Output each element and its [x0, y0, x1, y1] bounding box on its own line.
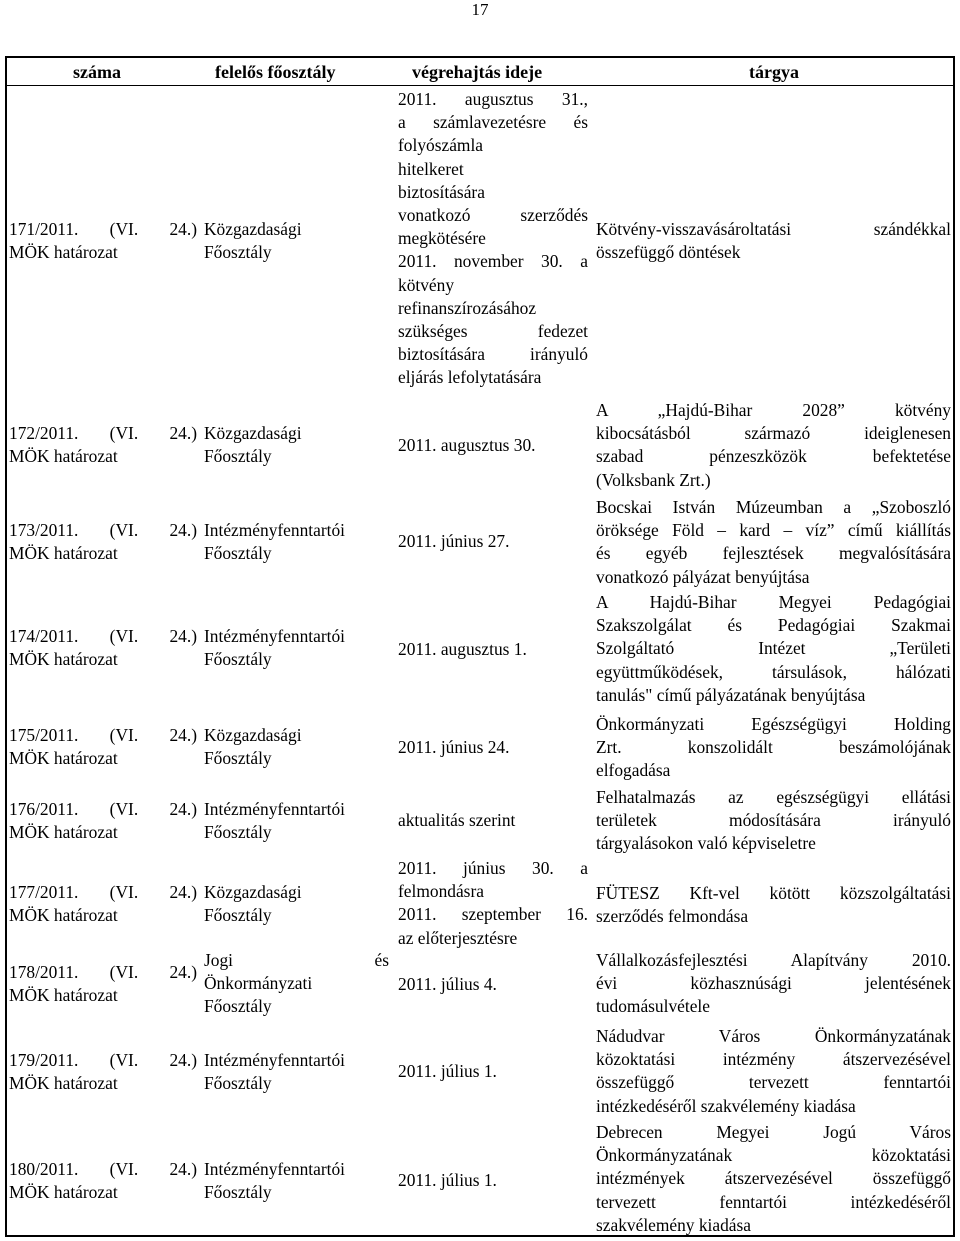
ideje-cell [398, 736, 588, 759]
cell-line: biztosítására irányuló [398, 344, 588, 365]
cell-line: Nádudvar Város Önkormányzatának [596, 1026, 951, 1046]
cell-line: 2011. június 24. [398, 737, 510, 757]
cell-line: Szolgáltató Intézet „Területi [596, 638, 951, 659]
cell-line: Intézményfenntartói [204, 626, 345, 646]
cell-line: 174/2011. (VI. 24.) [9, 626, 197, 646]
cell-line: Vállalkozásfejlesztési Alapítvány 2010. [596, 950, 951, 970]
cell-line: 2011. július 4. [398, 974, 497, 994]
cell-line: 2011. június 27. [398, 531, 510, 551]
ideje-cell [398, 1060, 588, 1083]
cell-line: Debrecen Megyei Jogú Város [596, 1122, 951, 1142]
cell-line: Főosztály [204, 242, 272, 263]
targya-cell [596, 1025, 951, 1118]
cell-line: MÖK határozat [9, 446, 118, 467]
cell-line: Intézményfenntartói [204, 1159, 345, 1179]
cell-line: öröksége Föld – kard – víz” című kiállítás [596, 520, 951, 541]
cell-line: Közgazdasági [204, 882, 302, 902]
cell-line: 177/2011. (VI. 24.) [9, 882, 197, 902]
cell-line: 2011. augusztus 30. [398, 435, 536, 455]
cell-line: Főosztály [204, 1073, 272, 1094]
cell-line: MÖK határozat [9, 748, 118, 769]
felelos-cell [204, 724, 389, 770]
cell-line: szakvélemény kiadása [596, 1214, 751, 1235]
cell-line: intézmények átszervezésével összefüggő [596, 1168, 951, 1189]
felelos-cell [204, 519, 389, 565]
cell-line: Főosztály [204, 649, 272, 670]
targya-cell [596, 1121, 951, 1237]
cell-line: évi közhasznúsági jelentésének [596, 973, 951, 994]
ideje-cell [398, 638, 588, 661]
cell-line: vonatkozó pályázat benyújtása [596, 566, 810, 587]
cell-line: kibocsátásból származó ideiglenesen [596, 423, 951, 444]
targya-cell [596, 218, 951, 264]
cell-line: tárgyalásokon való képviseletre [596, 833, 816, 854]
cell-line: 2011. augusztus 1. [398, 639, 527, 659]
szama-cell [9, 625, 197, 671]
cell-line: 172/2011. (VI. 24.) [9, 423, 197, 443]
cell-line: Felhatalmazás az egészségügyi ellátási [596, 787, 951, 807]
cell-line: tervezett fenntartói intézkedéséről [596, 1191, 951, 1212]
cell-line: 2011. július 1. [398, 1061, 497, 1081]
cell-line: szabad pénzeszközök befektetése [596, 446, 951, 467]
targya-cell [596, 949, 951, 1019]
resolutions-table [5, 56, 955, 1237]
cell-line: Intézményfenntartói [204, 799, 345, 819]
cell-line: Főosztály [204, 905, 272, 926]
cell-line: eljárás lefolytatására [398, 367, 542, 388]
cell-line: 2011. augusztus 31., [398, 89, 588, 109]
felelos-cell [204, 1158, 389, 1204]
ideje-cell [398, 530, 588, 553]
ideje-cell [398, 1169, 588, 1192]
cell-line: Bocskai István Múzeumban a „Szoboszló [596, 497, 951, 517]
cell-line: az előterjesztésre [398, 927, 518, 948]
cell-line: Közgazdasági [204, 219, 302, 239]
felelos-cell [204, 1049, 389, 1095]
targya-cell [596, 786, 951, 856]
cell-line: 176/2011. (VI. 24.) [9, 799, 197, 819]
cell-line: vonatkozó szerződés [398, 205, 588, 226]
cell-line: Önkormányzatának közoktatási [596, 1145, 951, 1166]
cell-line: megkötésére [398, 228, 486, 249]
cell-line: tudomásulvétele [596, 996, 710, 1017]
cell-line: összefüggő döntések [596, 242, 741, 263]
cell-line: Közgazdasági [204, 423, 302, 443]
cell-line: biztosítására [398, 181, 485, 202]
table-header [7, 58, 953, 85]
header-rule [7, 85, 953, 86]
cell-line: Főosztály [204, 1182, 272, 1203]
cell-line: Közgazdasági [204, 725, 302, 745]
cell-line: MÖK határozat [9, 1073, 118, 1094]
szama-cell [9, 1158, 197, 1204]
cell-line: közoktatási intézmény átszervezésével [596, 1049, 951, 1070]
cell-line: Szakszolgálat és Pedagógiai Szakmai [596, 615, 951, 636]
cell-line: MÖK határozat [9, 649, 118, 670]
szama-cell [9, 1049, 197, 1095]
cell-line: Intézményfenntartói [204, 520, 345, 540]
cell-line: Főosztály [204, 748, 272, 769]
cell-line: szükséges fedezet [398, 321, 588, 342]
cell-line: felmondásra [398, 881, 484, 902]
targya-cell [596, 713, 951, 783]
cell-line: a számlavezetésre és [398, 112, 588, 133]
ideje-cell [398, 857, 588, 950]
cell-line: 2011. június 30. a [398, 858, 588, 878]
cell-line: és egyéb fejlesztések megvalósítására [596, 543, 951, 564]
felelos-cell [204, 625, 389, 671]
ideje-cell [398, 973, 588, 996]
targya-cell [596, 496, 951, 589]
cell-line: Főosztály [204, 543, 272, 564]
szama-cell [9, 881, 197, 927]
cell-line: MÖK határozat [9, 985, 118, 1006]
szama-cell [9, 798, 197, 844]
cell-line: együttműködések, társulások, hálózati [596, 661, 951, 682]
cell-line: A Hajdú-Bihar Megyei Pedagógiai [596, 592, 951, 612]
header-vegrehajtas: végrehajtás ideje [412, 62, 543, 82]
targya-cell [596, 882, 951, 928]
cell-line: FÜTESZ Kft-vel kötött közszolgáltatási [596, 883, 951, 903]
felelos-cell [204, 881, 389, 927]
cell-line: kötvény [398, 274, 455, 295]
szama-cell [9, 724, 197, 770]
ideje-cell [398, 434, 588, 457]
cell-line: Kötvény-visszavásároltatási szándékkal [596, 219, 951, 239]
cell-line: 2011. július 1. [398, 1170, 497, 1190]
felelos-cell [204, 422, 389, 468]
cell-line: tanulás" című pályázatának benyújtása [596, 684, 866, 705]
header-szama: száma [73, 62, 121, 82]
cell-line: Intézményfenntartói [204, 1050, 345, 1070]
szama-cell [9, 961, 197, 1007]
cell-line: 2011. szeptember 16. [398, 904, 588, 925]
cell-line: 2011. november 30. a [398, 251, 588, 272]
felelos-cell [204, 798, 389, 844]
felelos-cell [204, 218, 389, 264]
cell-line: MÖK határozat [9, 543, 118, 564]
cell-line: Önkormányzati [204, 973, 313, 994]
szama-cell [9, 218, 197, 264]
cell-line: 178/2011. (VI. 24.) [9, 962, 197, 982]
ideje-cell [398, 809, 588, 832]
cell-line: Főosztály [204, 822, 272, 843]
cell-line: MÖK határozat [9, 242, 118, 263]
cell-line: folyószámla [398, 135, 483, 156]
ideje-cell [398, 88, 588, 390]
cell-line: összefüggő tervezett fenntartói [596, 1072, 951, 1093]
szama-cell [9, 519, 197, 565]
cell-line: (Volksbank Zrt.) [596, 469, 711, 490]
cell-line: aktualitás szerint [398, 810, 516, 830]
cell-line: 179/2011. (VI. 24.) [9, 1050, 197, 1070]
targya-cell [596, 399, 951, 492]
cell-line: 171/2011. (VI. 24.) [9, 219, 197, 239]
cell-line: Főosztály [204, 996, 272, 1017]
cell-line: MÖK határozat [9, 822, 118, 843]
felelos-cell [204, 949, 389, 1019]
cell-line: Jogi és [204, 950, 389, 970]
szama-cell [9, 422, 197, 468]
cell-line: hitelkeret [398, 158, 464, 179]
cell-line: 173/2011. (VI. 24.) [9, 520, 197, 540]
header-targya: tárgya [749, 62, 799, 82]
cell-line: Önkormányzati Egészségügyi Holding [596, 714, 951, 734]
cell-line: intézkedéséről szakvélemény kiadása [596, 1095, 856, 1116]
cell-line: refinanszírozásához [398, 297, 537, 318]
cell-line: MÖK határozat [9, 905, 118, 926]
cell-line: 180/2011. (VI. 24.) [9, 1159, 197, 1179]
page-number: 17 [471, 0, 489, 19]
targya-cell [596, 591, 951, 707]
cell-line: A „Hajdú-Bihar 2028” kötvény [596, 400, 951, 420]
cell-line: 175/2011. (VI. 24.) [9, 725, 197, 745]
cell-line: MÖK határozat [9, 1182, 118, 1203]
header-felelos: felelős főosztály [215, 62, 336, 82]
cell-line: Zrt. konszolidált beszámolójának [596, 737, 951, 758]
cell-line: elfogadása [596, 760, 671, 781]
cell-line: szerződés felmondása [596, 906, 749, 927]
cell-line: területek módosítására irányuló [596, 810, 951, 831]
cell-line: Főosztály [204, 446, 272, 467]
